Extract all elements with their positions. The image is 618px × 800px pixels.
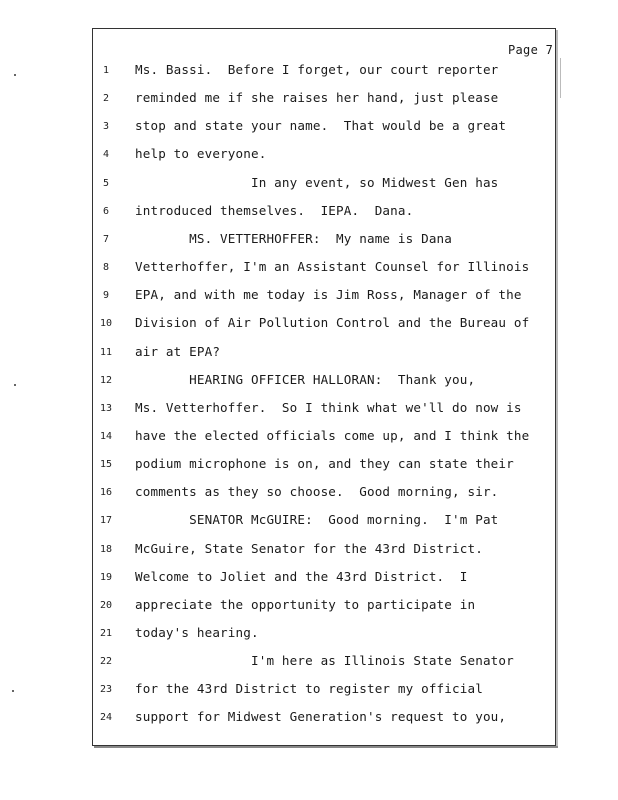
- line-number: 10: [99, 318, 113, 330]
- transcript-line: [0, 90, 618, 110]
- line-number: 22: [99, 656, 113, 668]
- page-number-label: Page 7: [508, 43, 554, 57]
- transcript-line: [0, 456, 618, 476]
- transcript-line: [0, 62, 618, 82]
- line-text: EPA, and with me today is Jim Ross, Manager of the: [135, 287, 522, 303]
- scan-speck: [14, 384, 16, 386]
- transcript-line: [0, 569, 618, 589]
- line-number: 17: [99, 515, 113, 527]
- line-text: Welcome to Joliet and the 43rd District. I: [135, 568, 468, 584]
- line-text: introduced themselves. IEPA. Dana.: [135, 202, 414, 218]
- line-number: 20: [99, 599, 113, 611]
- line-number: 6: [102, 205, 110, 217]
- transcript-line: [0, 541, 618, 561]
- line-text: McGuire, State Senator for the 43rd District.: [135, 540, 483, 556]
- transcript-line: [0, 512, 618, 532]
- line-text: for the 43rd District to register my official: [135, 681, 483, 697]
- transcript-line: [0, 203, 618, 223]
- line-number: 15: [99, 459, 113, 471]
- line-number: 4: [102, 149, 110, 161]
- line-number: 7: [102, 233, 110, 245]
- transcript-line: [0, 315, 618, 335]
- scan-speck: [14, 74, 16, 76]
- line-text: In any event, so Midwest Gen has: [135, 174, 499, 190]
- line-text: reminded me if she raises her hand, just please: [135, 90, 499, 106]
- line-number: 14: [99, 430, 113, 442]
- transcript-line: [0, 118, 618, 138]
- transcript-line: [0, 428, 618, 448]
- line-number: 13: [99, 402, 113, 414]
- line-text: appreciate the opportunity to participate in: [135, 596, 476, 612]
- line-number: 12: [99, 374, 113, 386]
- line-number: 9: [102, 290, 110, 302]
- line-number: 2: [102, 93, 110, 105]
- line-number: 19: [99, 571, 113, 583]
- line-text: Ms. Vetterhoffer. So I think what we'll do now is: [135, 399, 522, 415]
- line-number: 24: [99, 712, 113, 724]
- scan-speck: [12, 690, 14, 692]
- transcript-line: [0, 231, 618, 251]
- line-number: 1: [102, 65, 110, 76]
- line-text: SENATOR McGUIRE: Good morning. I'm Pat: [135, 512, 499, 528]
- line-number: 8: [102, 262, 110, 274]
- line-number: 5: [102, 177, 110, 189]
- line-text: I'm here as Illinois State Senator: [135, 653, 514, 669]
- line-text: support for Midwest Generation's request to you,: [135, 709, 507, 725]
- page-edge-shadow-bottom: [94, 746, 558, 748]
- transcript-line: [0, 653, 618, 673]
- line-text: comments as they so choose. Good morning, sir.: [135, 484, 499, 500]
- line-text: HEARING OFFICER HALLORAN: Thank you,: [135, 371, 476, 387]
- line-text: stop and state your name. That would be a great: [135, 118, 507, 134]
- transcript-line: [0, 146, 618, 166]
- line-text: MS. VETTERHOFFER: My name is Dana: [135, 230, 453, 246]
- line-text: today's hearing.: [135, 625, 259, 640]
- transcript-line: [0, 175, 618, 195]
- transcript-line: [0, 372, 618, 392]
- line-number: 16: [99, 487, 113, 499]
- line-text: air at EPA?: [135, 343, 221, 359]
- line-text: Vetterhoffer, I'm an Assistant Counsel for Illinois: [135, 259, 530, 275]
- transcript-line: [0, 597, 618, 617]
- transcript-line: [0, 287, 618, 307]
- transcript-line: [0, 709, 618, 729]
- transcript-line: [0, 625, 618, 645]
- line-text: Division of Air Pollution Control and the Bureau of: [135, 315, 530, 331]
- scan-speck: [560, 58, 561, 98]
- line-text: have the elected officials come up, and I think the: [135, 427, 530, 443]
- transcript-line: [0, 400, 618, 420]
- line-number: 23: [99, 684, 113, 696]
- line-number: 18: [99, 543, 113, 555]
- transcript-line: [0, 484, 618, 504]
- line-text: Ms. Bassi. Before I forget, our court reporter: [135, 62, 499, 77]
- line-text: help to everyone.: [135, 146, 267, 162]
- transcript-line: [0, 344, 618, 364]
- line-text: podium microphone is on, and they can state their: [135, 456, 514, 472]
- line-number: 21: [99, 628, 113, 639]
- transcript-line: [0, 681, 618, 701]
- line-number: 11: [99, 346, 113, 358]
- transcript-line: [0, 259, 618, 279]
- line-number: 3: [102, 121, 110, 133]
